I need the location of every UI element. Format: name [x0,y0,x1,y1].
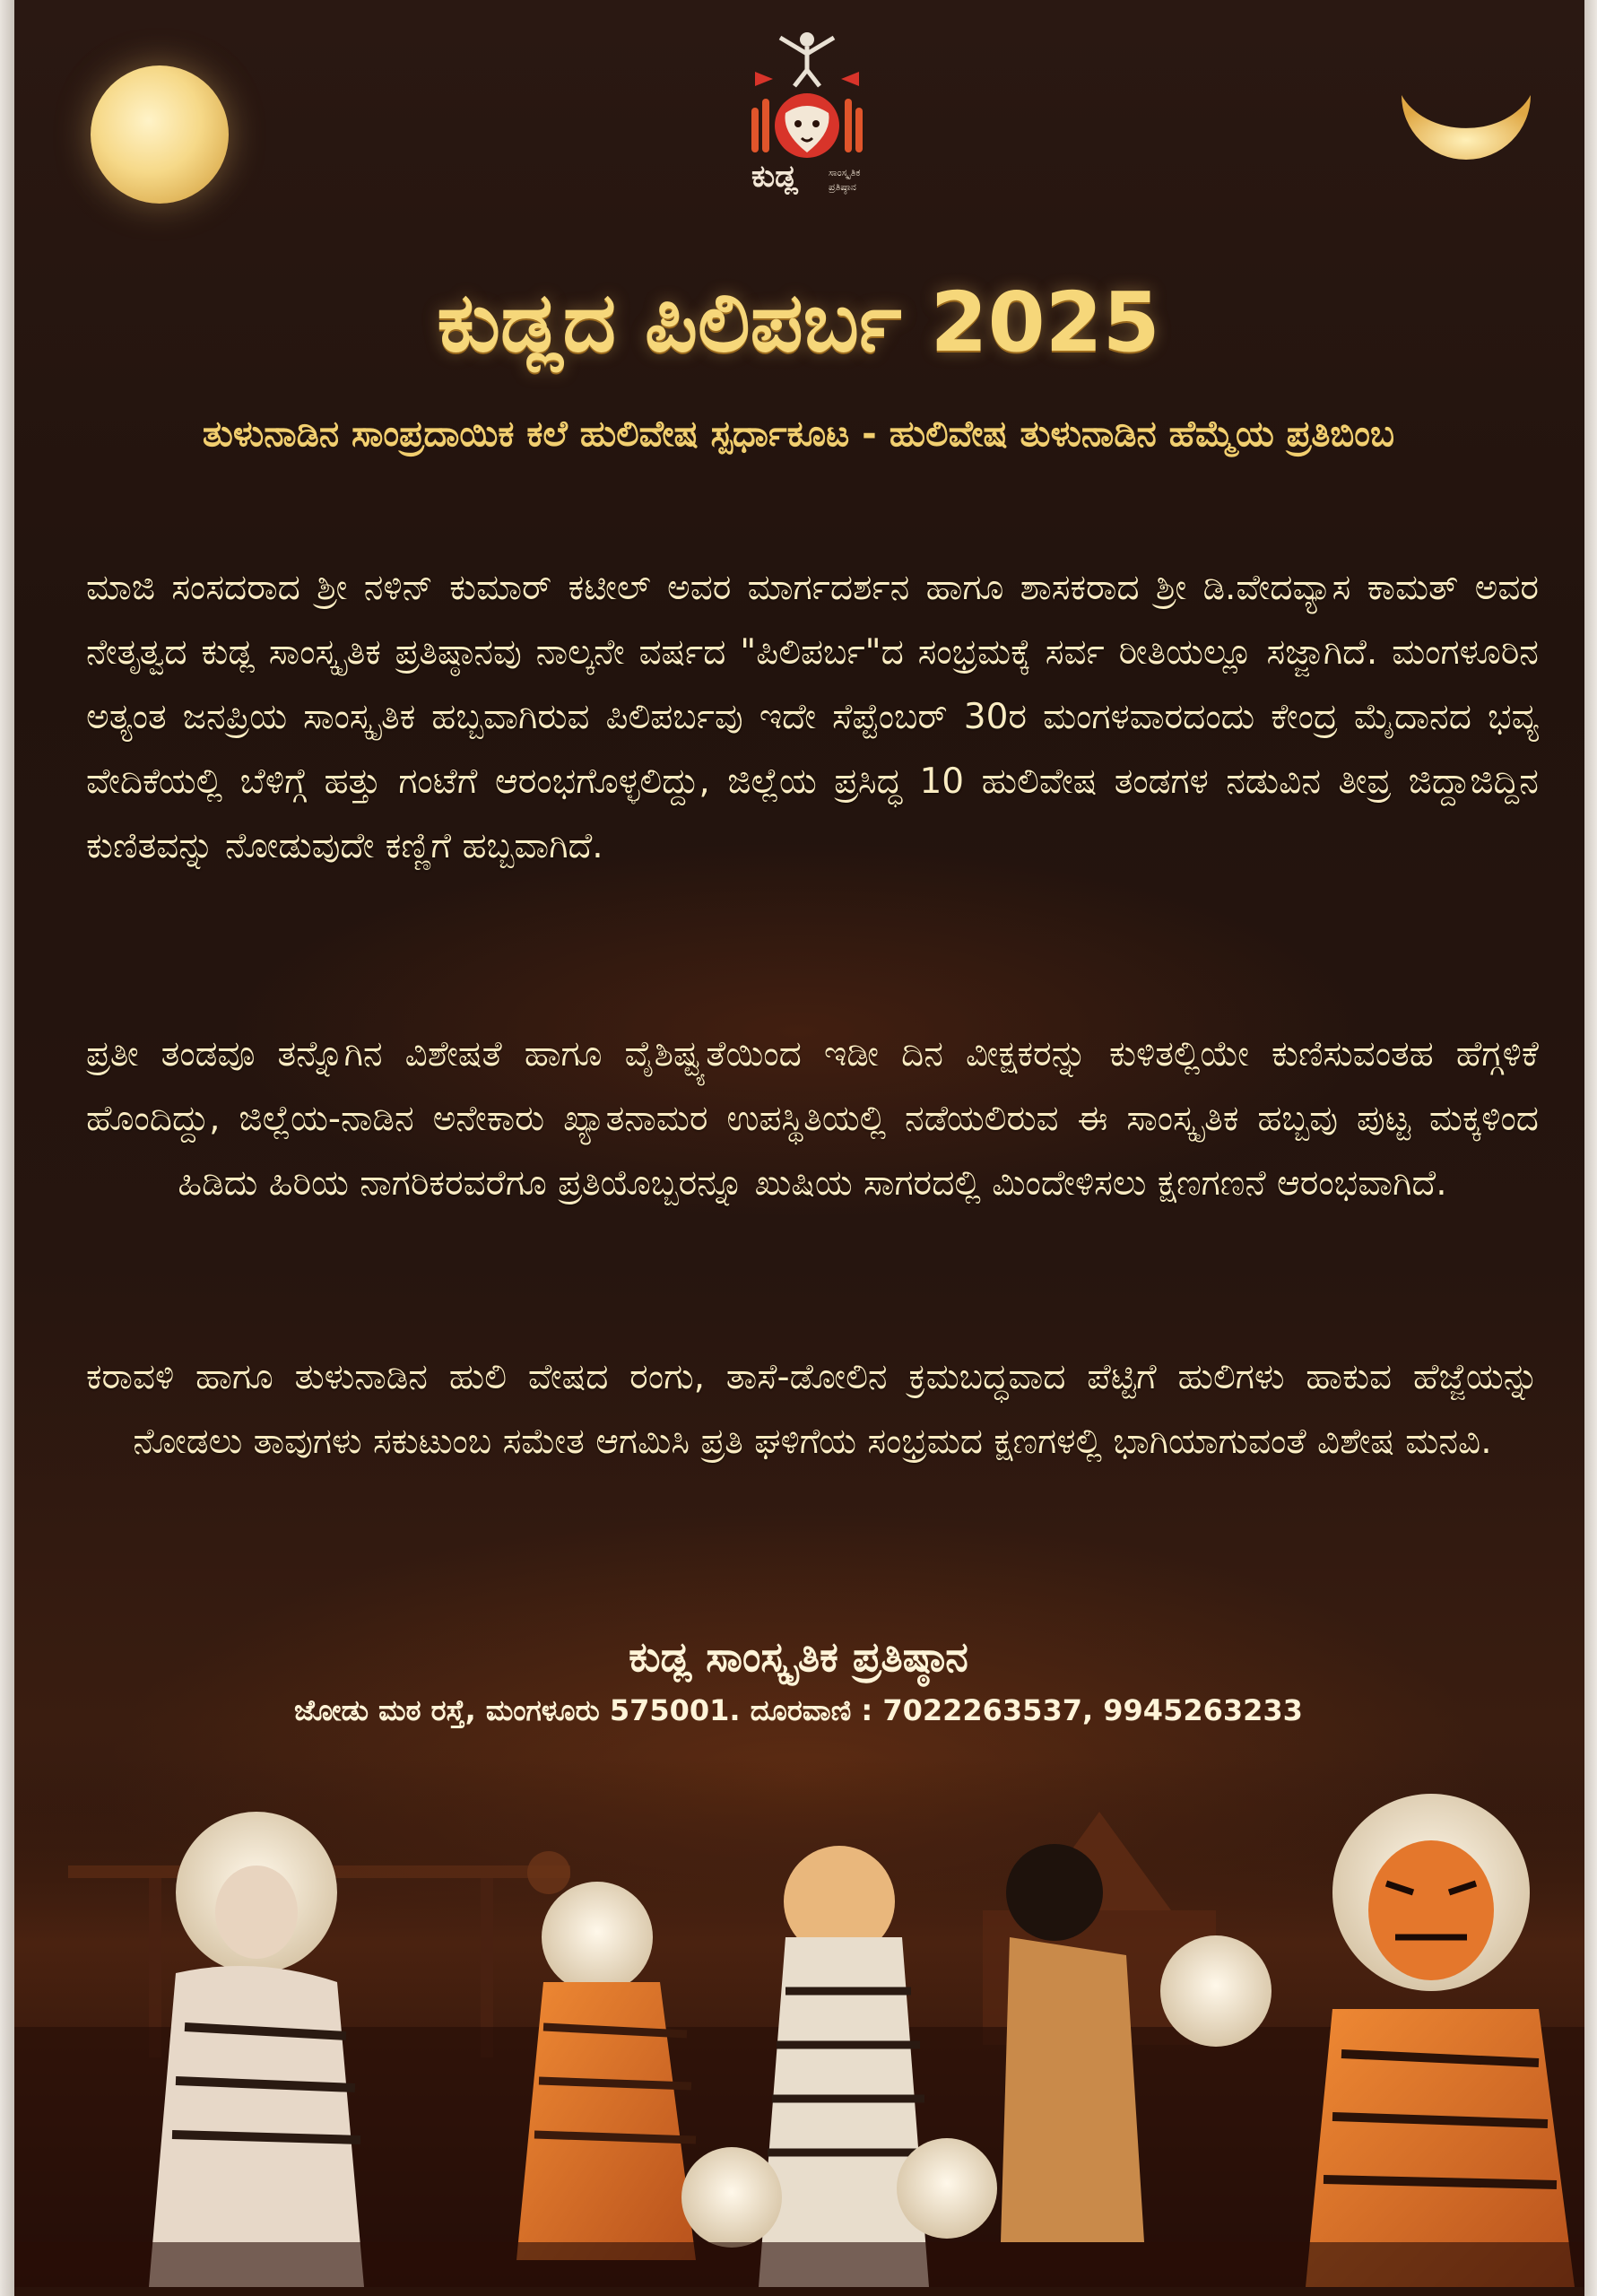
page-subtitle: ತುಳುನಾಡಿನ ಸಾಂಪ್ರದಾಯಿಕ ಕಲೆ ಹುಲಿವೇಷ ಸ್ಪರ್ಧಾಕೂಟ - ಹುಲಿವೇಷ ತುಳುನಾಡಿನ ಹೆಮ್ಮೆಯ ಪ್ರತಿಬಿಂಬ [202,413,1395,455]
full-moon-icon [91,65,229,204]
logo-tagline-1: ಸಾಂಸ್ಕೃತಿಕ [829,167,861,178]
logo-brand: ಕುಡ್ಲ [751,159,798,195]
logo-tagline-2: ಪ್ರತಿಷ್ಠಾನ [829,181,856,193]
organization-name: ಕುಡ್ಲ ಸಾಂಸ್ಕೃತಿಕ ಪ್ರತಿಷ್ಠಾನ [629,1632,968,1681]
dancer-1 [149,1812,364,2287]
page-title: ಕುಡ್ಲದ ಪಿಲಿಪರ್ಬ 2025 [437,274,1160,370]
tiger-dance-photo [14,1758,1584,2287]
body-paragraph-2: ಪ್ರತೀ ತಂಡವೂ ತನ್ನೊಗಿನ ವಿಶೇಷತೆ ಹಾಗೂ ವೈಶಿಷ್ಟ್ಯತೆಯಿಂದ ಇಡೀ ದಿನ ವೀಕ್ಷಕರನ್ನು ಕುಳಿತಲ್ಲಿಯೇ ಕುಣಿಸುವಂತಹ ಹೆಗ್ಗಳಿಕೆ ಹೊಂದಿದ್ದು, ಜಿಲ್ಲೆಯ-ನಾಡಿನ ಅನೇಕಾರು ಖ್ಯಾತನಾಮರ ಉಪಸ್ಥಿತಿಯಲ್ಲಿ ನಡೆಯಲಿರುವ ಈ ಸಾಂಸ್ಕೃತಿಕ ಹಬ್ಬವು ಪುಟ್ಟ ಮಕ್ಕಳಿಂದ ಹಿಡಿದು ಹಿರಿಯ ನಾಗರಿಕರವರೆಗೂ ಪ್ರತಿಯೊಬ್ಬರನ್ನೂ ಖುಷಿಯ ಸಾಗರದಲ್ಲಿ ಮಿಂದೇಳಿಸಲು ಕ್ಷಣಗಣನೆ ಆರಂಭವಾಗಿದೆ. [86,1034,1539,1204]
address-line: ಜೋಡು ಮಠ ರಸ್ತೆ, ಮಂಗಳೂರು 575001. ದೂರವಾಣಿ : 7022263537, 9945263233 [294,1693,1303,1727]
crescent-moon-icon [1394,79,1538,204]
body-paragraph-3: ಕರಾವಳಿ ಹಾಗೂ ತುಳುನಾಡಿನ ಹುಲಿ ವೇಷದ ರಂಗು, ತಾಸೆ-ಡೋಲಿನ ಕ್ರಮಬದ್ಧವಾದ ಪೆಟ್ಟಿಗೆ ಹುಲಿಗಳು ಹಾಕುವ ಹೆಜ್ಜೆಯನ್ನು ನೋಡಲು ತಾವುಗಳು ಸಕುಟುಂಬ ಸಮೇತ ಆಗಮಿಸಿ ಪ್ರತಿ ಘಳಿಗೆಯ ಸಂಭ್ರಮದ ಕ್ಷಣಗಳಲ್ಲಿ ಭಾಗಿಯಾಗುವಂತೆ ವಿಶೇಷ ಮನವಿ. [86,1357,1539,1462]
tiger-logo-icon [735,27,879,206]
body-paragraph-1: ಮಾಜಿ ಸಂಸದರಾದ ಶ್ರೀ ನಳಿನ್ ಕುಮಾರ್ ಕಟೀಲ್ ಅವರ ಮಾರ್ಗದರ್ಶನ ಹಾಗೂ ಶಾಸಕರಾದ ಶ್ರೀ ಡಿ.ವೇದವ್ಯಾಸ ಕಾಮತ್ ಅವರ ನೇತೃತ್ವದ ಕುಡ್ಲ ಸಾಂಸ್ಕೃತಿಕ ಪ್ರತಿಷ್ಠಾನವು ನಾಲ್ಕನೇ ವರ್ಷದ "ಪಿಲಿಪರ್ಬ"ದ ಸಂಭ್ರಮಕ್ಕೆ ಸರ್ವ ರೀತಿಯಲ್ಲೂ ಸಜ್ಜಾಗಿದೆ. ಮಂಗಳೂರಿನ ಅತ್ಯಂತ ಜನಪ್ರಿಯ ಸಾಂಸ್ಕೃತಿಕ ಹಬ್ಬವಾಗಿರುವ ಪಿಲಿಪರ್ಬವು ಇದೇ ಸೆಪ್ಟೆಂಬರ್ 30ರ ಮಂಗಳವಾರದಂದು ಕೇಂದ್ರ ಮೈದಾನದ ಭವ್ಯ ವೇದಿಕೆಯಲ್ಲಿ ಬೆಳಿಗ್ಗೆ ಹತ್ತು ಗಂಟೆಗೆ ಆರಂಭಗೊಳ್ಳಲಿದ್ದು, ಜಿಲ್ಲೆಯ ಪ್ರಸಿದ್ಧ 10 ಹುಲಿವೇಷ ತಂಡಗಳ ನಡುವಿನ ತೀವ್ರ ಜಿದ್ದಾಜಿದ್ದಿನ ಕುಣಿತವನ್ನು ನೋಡುವುದೇ ಕಣ್ಣಿಗೆ ಹಬ್ಬವಾಗಿದೆ. [86,568,1539,866]
